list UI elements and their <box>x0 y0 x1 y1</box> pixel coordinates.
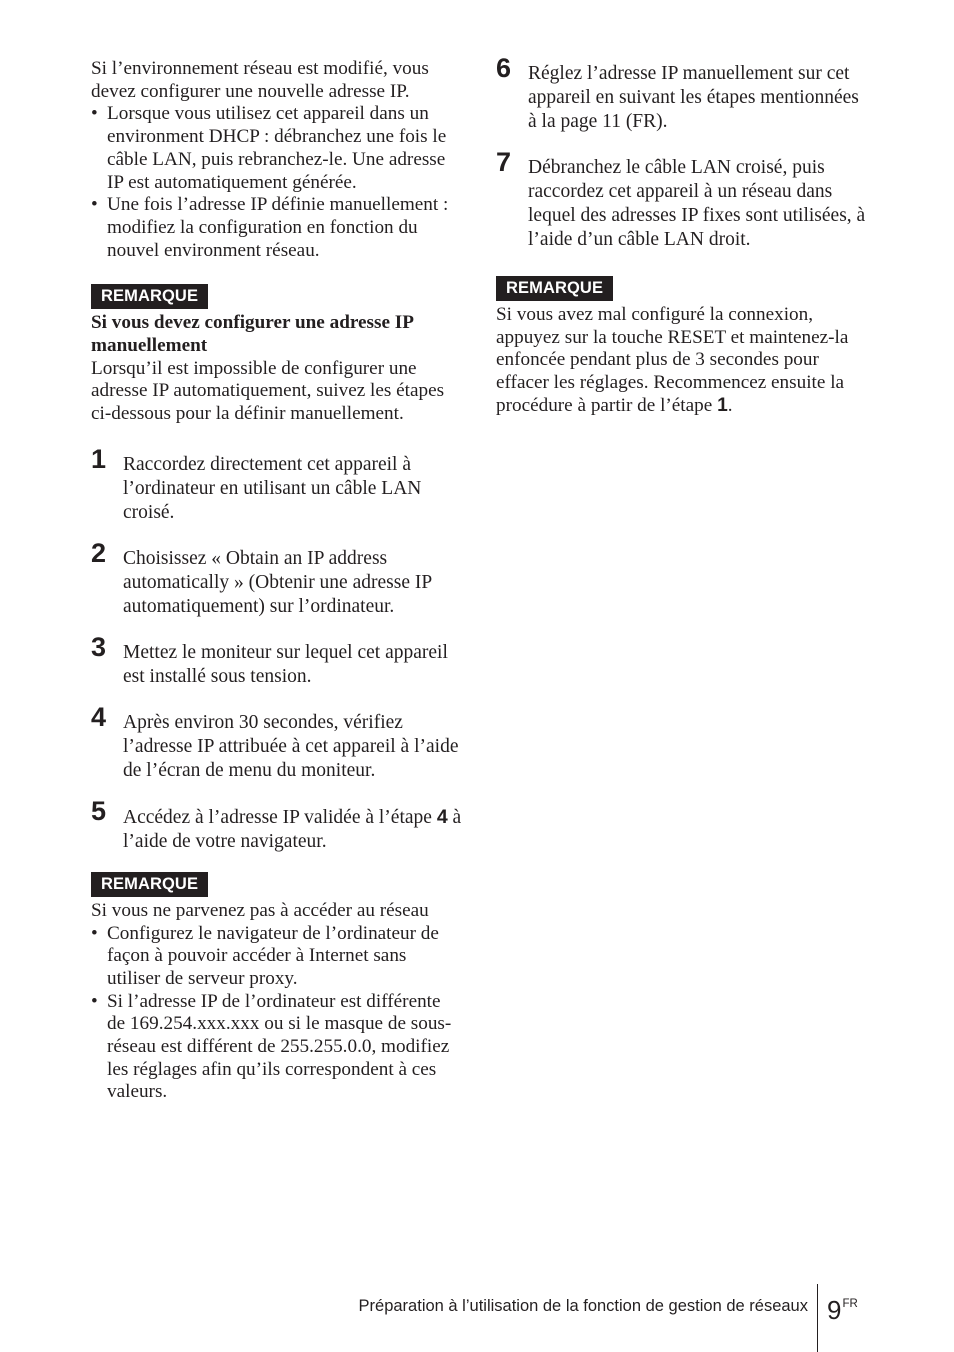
note-heading: Si vous devez configurer une adresse IP manuellement <box>91 312 413 357</box>
step-number: 1 <box>91 443 107 474</box>
remarque-badge: REMARQUE <box>496 276 613 301</box>
list-item: • Configurez le navigateur de l’ordinateur de façon à pouvoir accéder à Internet sans utiliser de serveur proxy. <box>91 922 439 989</box>
step-number: 2 <box>91 537 107 568</box>
step-number: 3 <box>91 631 107 662</box>
step-text: Réglez l’adresse IP manuellement sur cet appareil en suivant les étapes mentionnées à la page 11 (FR). <box>528 63 859 132</box>
step-1 <box>91 443 463 525</box>
note-block <box>496 276 868 418</box>
step-text: Raccordez directement cet appareil à l’ordinateur en utilisant un câble LAN croisé. <box>123 453 422 523</box>
intro-bullet-list <box>91 103 463 262</box>
remarque-badge: REMARQUE <box>91 284 208 309</box>
note-block <box>91 872 463 1104</box>
note-body: Lorsqu’il est impossible de configurer une adresse IP automatiquement, suivez les étapes ci-dessous pour la définir manuellement. <box>91 357 445 425</box>
step-text: Après environ 30 secondes, vérifiez l’adresse IP attribuée à cet appareil à l’aide de l’écran de menu du moniteur. <box>123 711 459 781</box>
step-number: 6 <box>496 53 512 83</box>
page-number: $9^{FR}$ <box>827 1295 858 1325</box>
bullet-icon: • <box>91 194 98 216</box>
note-intro: Si vous ne parvenez pas à accéder au réseau <box>91 899 429 921</box>
bullet-icon: • <box>91 922 98 944</box>
footer-divider <box>817 1284 818 1352</box>
footer-section-title: Préparation à l’utilisation de la fonction de gestion de réseaux <box>358 1297 808 1315</box>
list-item: • Si l’adresse IP de l’ordinateur est différente de 169.254.xxx.xxx ou si le masque de sous-réseau est différent de 255.255.0.0, modifiez les réglages afin qu’ils correspondent à ces valeurs. <box>91 990 452 1103</box>
step-number: 4 <box>91 701 107 732</box>
step-7 <box>496 147 868 252</box>
remarque-badge: REMARQUE <box>91 872 208 897</box>
intro-paragraph: Si l’environnement réseau est modifié, vous devez configurer une nouvelle adresse IP. <box>91 58 429 102</box>
step-reference: 1 <box>717 394 728 416</box>
step-text: Mettez le moniteur sur lequel cet appareil est installé sous tension. <box>123 641 448 687</box>
step-number: 5 <box>91 795 107 826</box>
page-language-suffix: FR <box>842 1298 858 1310</box>
right-column <box>496 53 868 418</box>
step-text: Accédez à l’adresse IP validée à l’étape 4 à l’aide de votre navigateur. <box>123 805 462 852</box>
step-3 <box>91 631 463 689</box>
note-body: Si vous avez mal configuré la connexion, appuyez sur la touche RESET et maintenez-la enfoncée pendant plus de 3 secondes pour effacer les réglages. Recommencez ensuite la procédure à partir de l’étape 1. <box>496 304 849 416</box>
list-item: • Lorsque vous utilisez cet appareil dans un environment DHCP : débranchez une fois le câble LAN, puis rebranchez-le. Une adresse IP est automatiquement générée. <box>91 103 447 193</box>
list-item: • Une fois l’adresse IP définie manuellement : modifiez la configuration en fonction du nouvel environment réseau. <box>91 194 449 261</box>
step-number: 7 <box>496 147 512 177</box>
left-column <box>91 58 463 1104</box>
step-5 <box>91 795 463 854</box>
note-bullet-list <box>91 923 463 1105</box>
step-text: Choisissez « Obtain an IP address automatically » (Obtenir une adresse IP automatiquement) sur l’ordinateur. <box>123 547 432 617</box>
bullet-icon: • <box>91 990 98 1012</box>
step-reference: 4 <box>436 805 448 828</box>
step-text: Débranchez le câble LAN croisé, puis raccordez cet appareil à un réseau dans lequel des adresses IP fixes sont utilisées, à l’aide d’un câble LAN droit. <box>528 157 866 250</box>
step-4 <box>91 701 463 783</box>
step-6 <box>496 53 868 134</box>
bullet-icon: • <box>91 103 98 125</box>
note-block <box>91 284 463 426</box>
step-2 <box>91 537 463 619</box>
